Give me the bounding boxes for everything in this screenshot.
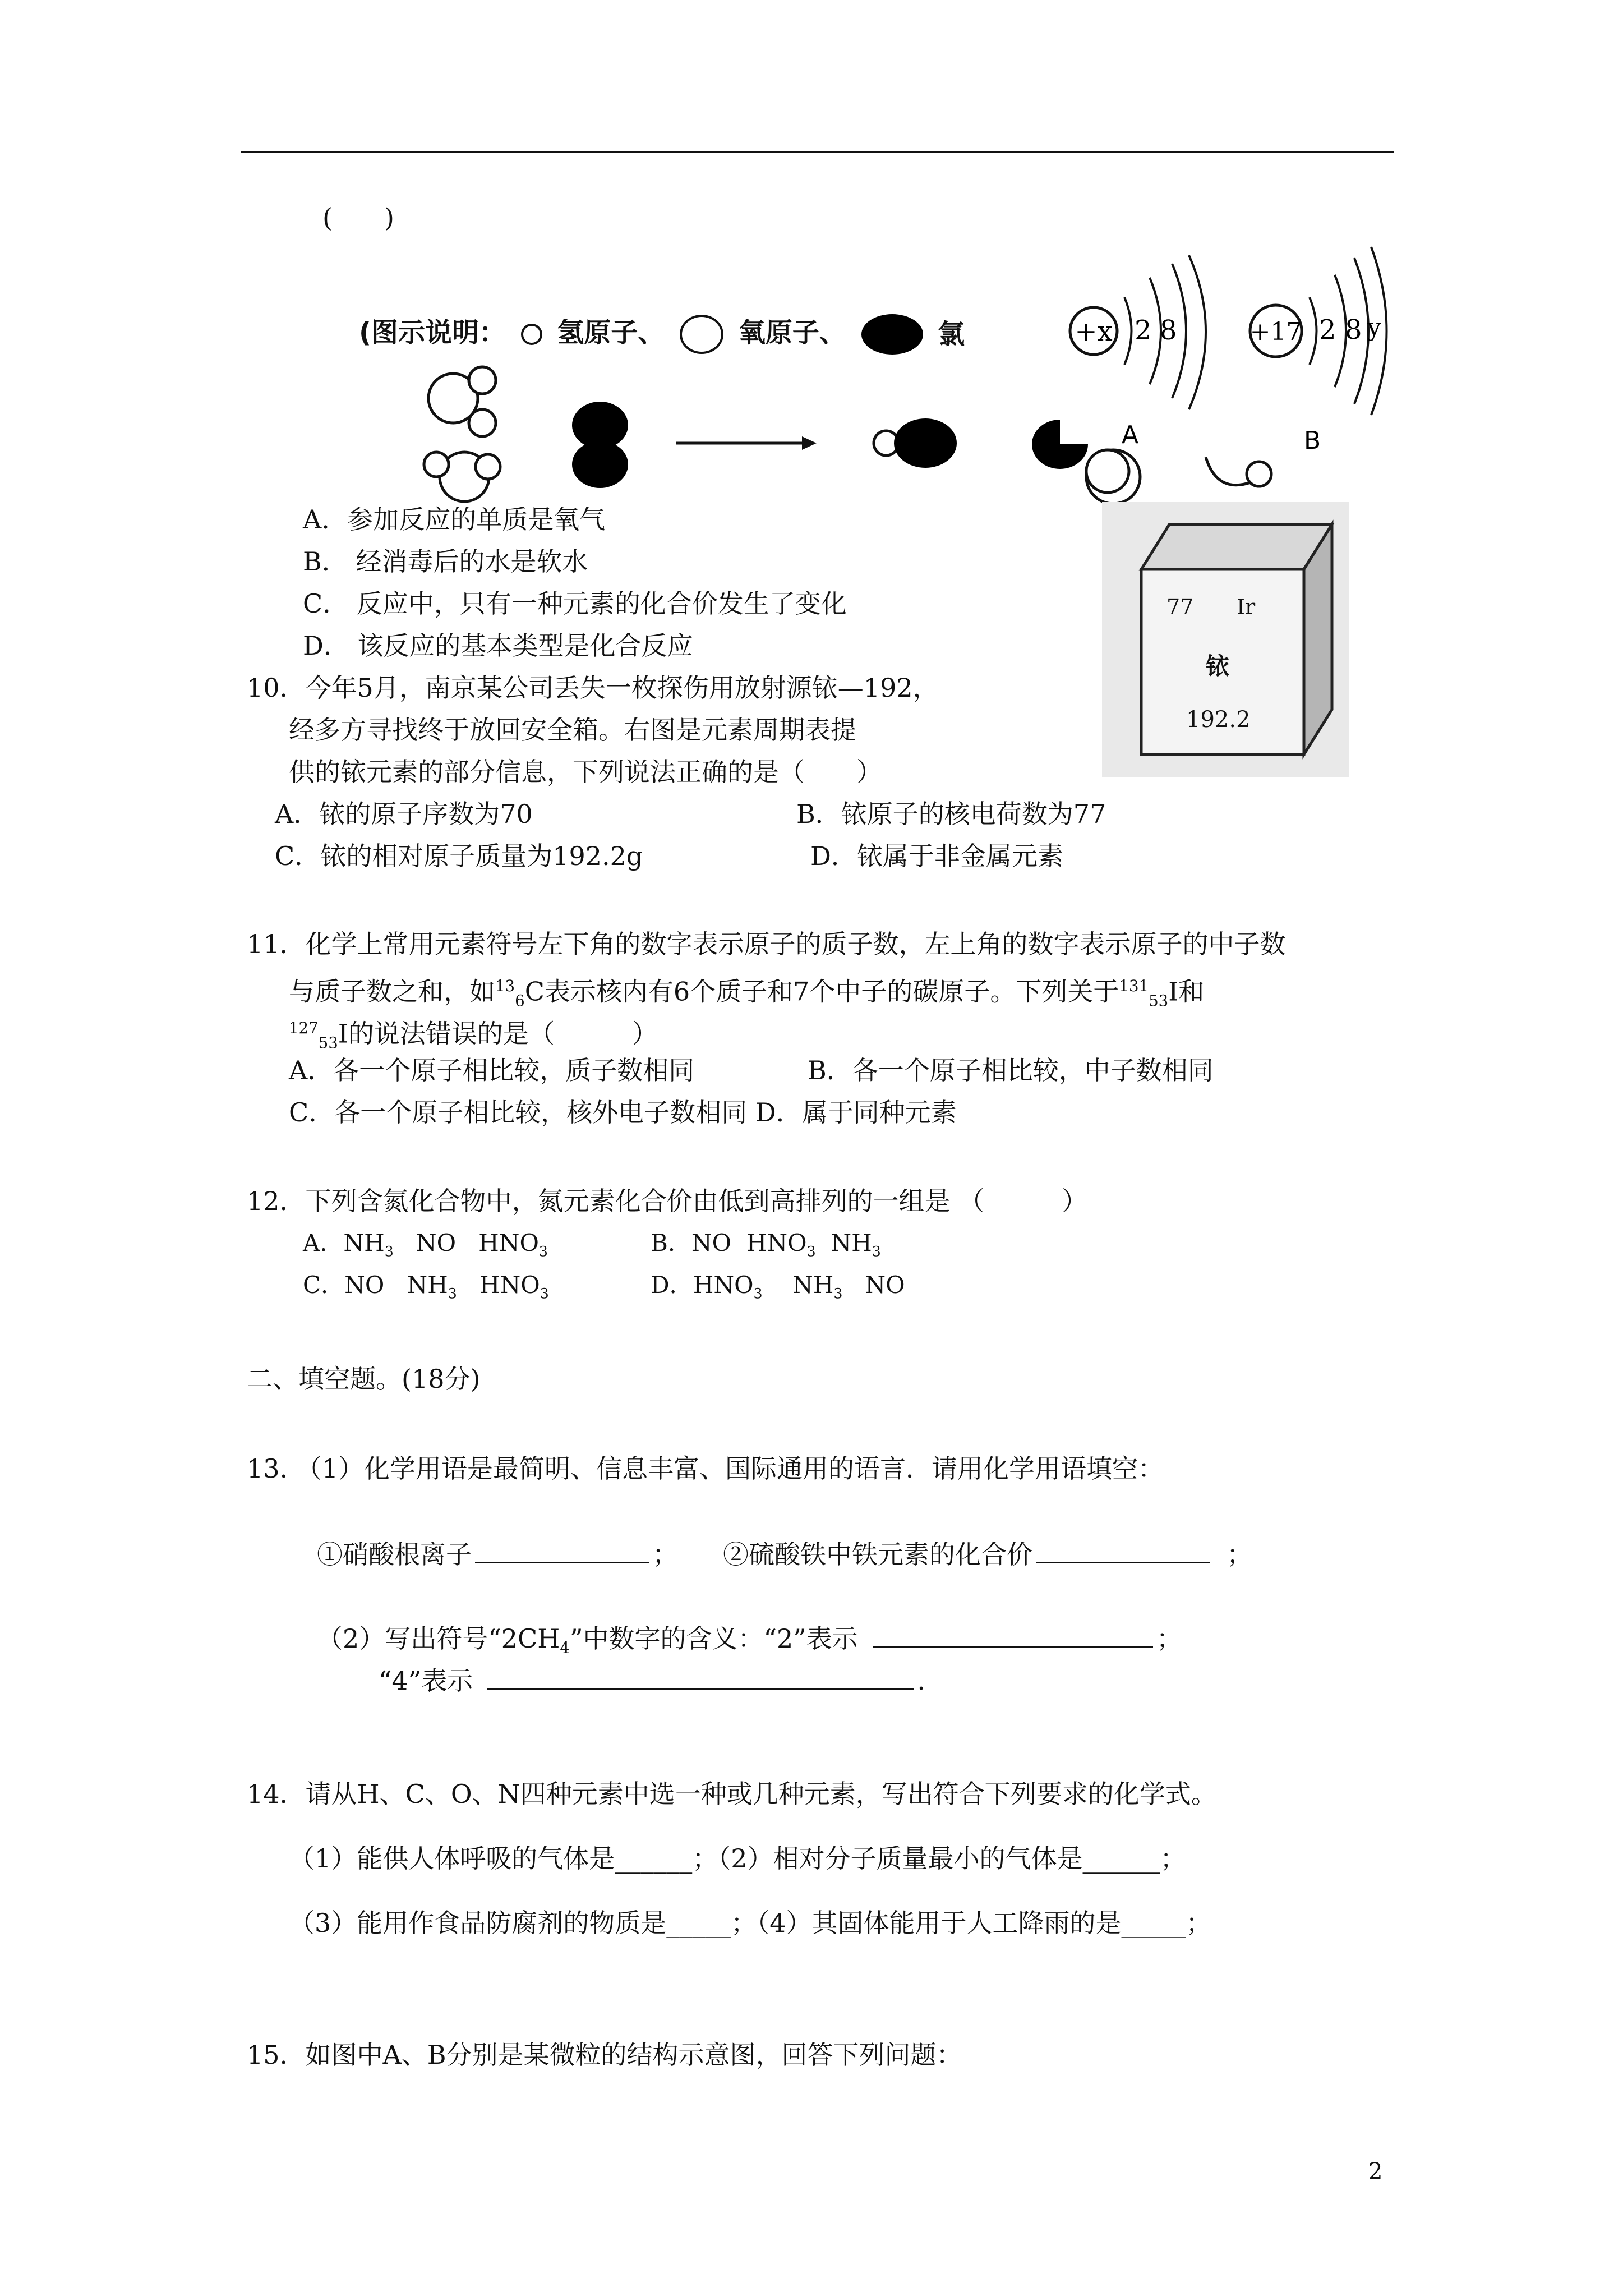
q10-option-a: A．铱的原子序数为70 — [275, 799, 533, 829]
q11-stem-line3 — [289, 1013, 658, 1059]
q12-option-c: C．NO $NH_3$ $HNO_3$ — [303, 1271, 549, 1302]
q13-item-iron-valence: ②硫酸铁中铁元素的化合价 — [723, 1539, 1032, 1570]
hydrogen-legend-label: 氢原子、 — [557, 317, 665, 348]
q11-stem-line1: 11．化学上常用元素符号左下角的数字表示原子的质子数，左上角的数字表示原子的中子数 — [247, 929, 1286, 959]
q13-part2-line2: “4”表示 . — [379, 1663, 925, 1696]
oxygen-legend-icon — [680, 315, 723, 354]
legend-prefix: (图示说明： — [359, 317, 506, 348]
q12-option-b: B．NO $HNO_3$ $NH_3$ — [651, 1229, 881, 1260]
answer-blank-meaning-4[interactable] — [487, 1663, 914, 1690]
q10-option-c: C．铱的相对原子质量为192.2g — [275, 841, 643, 871]
chlorine-legend-icon — [861, 314, 923, 355]
atom-b-label: B — [1304, 426, 1321, 455]
q10-stem-line2: 经多方寻找终于放回安全箱。右图是元素周期表提 — [289, 715, 856, 745]
q13-part2: （2）写出符号“$2CH_4$”中数字的含义：“2”表示 ； — [317, 1621, 1182, 1664]
reaction-diagram — [415, 365, 1155, 510]
q9-option-a: A．参加反应的单质是氧气 — [303, 504, 606, 535]
i131-atomic-number: 53 — [1149, 991, 1169, 1010]
q11-stem-line2 — [289, 970, 1204, 1017]
element-card-box — [1102, 502, 1349, 777]
answer-blank-nitrate[interactable] — [475, 1537, 649, 1563]
section-heading: 二、填空题。(18分) — [247, 1364, 481, 1394]
hcl-molecule — [874, 418, 957, 468]
hydrogen-legend-icon — [521, 324, 542, 345]
q9-option-c: C． 反应中，只有一种元素的化合价发生了变化 — [303, 588, 847, 619]
q11-option-a: A．各一个原子相比较，质子数相同 — [289, 1055, 695, 1085]
atom-a-nucleus: +x — [1075, 316, 1113, 347]
q14-line2: （3）能用作食品防腐剂的物质是_____；（4）其固体能用于人工降雨的是_____； — [289, 1908, 1212, 1938]
i127-mass-number: 127 — [289, 1019, 319, 1037]
q10-option-b: B．铱原子的核电荷数为77 — [796, 799, 1106, 829]
element-name: 铱 — [1206, 652, 1230, 680]
page-number: 2 — [1368, 2159, 1383, 2184]
i131-mass-number: 131 — [1119, 977, 1149, 995]
c13-mass-number: 13 — [495, 977, 515, 995]
c13-atomic-number: 6 — [515, 991, 525, 1010]
q12-option-d: D．$HNO_3$ $NH_3$ NO — [651, 1271, 905, 1302]
atom-a-shell-2: 8 — [1160, 315, 1177, 346]
atom-b-shell-3: y — [1367, 313, 1381, 342]
element-symbol: Ir — [1237, 595, 1256, 619]
q15-stem: 15．如图中A、B分别是某微粒的结构示意图，回答下列问题： — [247, 2040, 962, 2070]
q14-stem: 14．请从H、C、O、N四种元素中选一种或几种元素，写出符合下列要求的化学式。 — [247, 1779, 1217, 1809]
chlorine-molecule — [572, 402, 628, 488]
answer-blank-meaning-2[interactable] — [873, 1621, 1153, 1648]
q11-text-b: C表示核内有6个质子和7个中子的碳原子。下列关于 — [524, 976, 1119, 1007]
q12-option-a: A．$NH_3$ NO $HNO_3$ — [303, 1229, 548, 1260]
q10-stem-line1: 10．今年5月，南京某公司丢失一枚探伤用放射源铱—192， — [247, 673, 939, 703]
atom-b-shell-2: 8 — [1345, 314, 1362, 346]
atom-b-nucleus: +17 — [1249, 318, 1302, 346]
element-mass: 192.2 — [1186, 707, 1251, 733]
water-molecule-top — [428, 367, 496, 436]
header-rule — [241, 151, 1394, 153]
q11-text-c: I和 — [1168, 976, 1205, 1007]
figure-legend — [359, 314, 965, 355]
answer-paren: ( ) — [322, 203, 394, 233]
q13-item-nitrate: ①硝酸根离子 — [317, 1539, 472, 1570]
element-atomic-number: 77 — [1166, 595, 1194, 619]
q11-text-d: I的说法错误的是（ ） — [338, 1018, 658, 1049]
legend-clipped-char: 氯 — [938, 319, 965, 350]
q9-option-b: B． 经消毒后的水是软水 — [303, 546, 588, 577]
i127-atomic-number: 53 — [318, 1033, 338, 1052]
q13-stem: 13. （1）化学用语是最简明、信息丰富、国际通用的语言．请用化学用语填空： — [247, 1453, 1164, 1484]
reaction-arrow-icon — [676, 436, 817, 450]
q12-stem: 12．下列含氮化合物中，氮元素化合价由低到高排列的一组是 （ ） — [247, 1186, 1088, 1216]
q14-line1: （1）能供人体呼吸的气体是______；（2）相对分子质量最小的气体是______； — [289, 1843, 1186, 1874]
oxygen-legend-label: 氧原子、 — [738, 317, 846, 348]
answer-blank-iron-valence[interactable] — [1036, 1537, 1210, 1563]
atom-a-shell-1: 2 — [1135, 315, 1152, 346]
atom-a-label: A — [1122, 421, 1139, 449]
q11-option-b: B．各一个原子相比较，中子数相同 — [808, 1055, 1214, 1085]
q11-text-a: 与质子数之和，如 — [289, 976, 495, 1007]
element-card-figure — [1102, 502, 1349, 777]
q11-option-cd: C．各一个原子相比较，核外电子数相同 D．属于同种元素 — [289, 1097, 957, 1128]
atom-structure-a — [1054, 247, 1234, 482]
q10-option-d: D．铱属于非金属元素 — [810, 841, 1063, 871]
atom-structure-b — [1234, 236, 1402, 499]
atom-b-shell-1: 2 — [1319, 314, 1336, 346]
q10-stem-line3: 供的铱元素的部分信息，下列说法正确的是（ ） — [289, 757, 882, 787]
q13-items: ①硝酸根离子 ； ②硫酸铁中铁元素的化合价 ； — [317, 1537, 1252, 1570]
water-molecule-bottom — [424, 452, 500, 501]
q9-option-d: D． 该反应的基本类型是化合反应 — [303, 631, 693, 661]
